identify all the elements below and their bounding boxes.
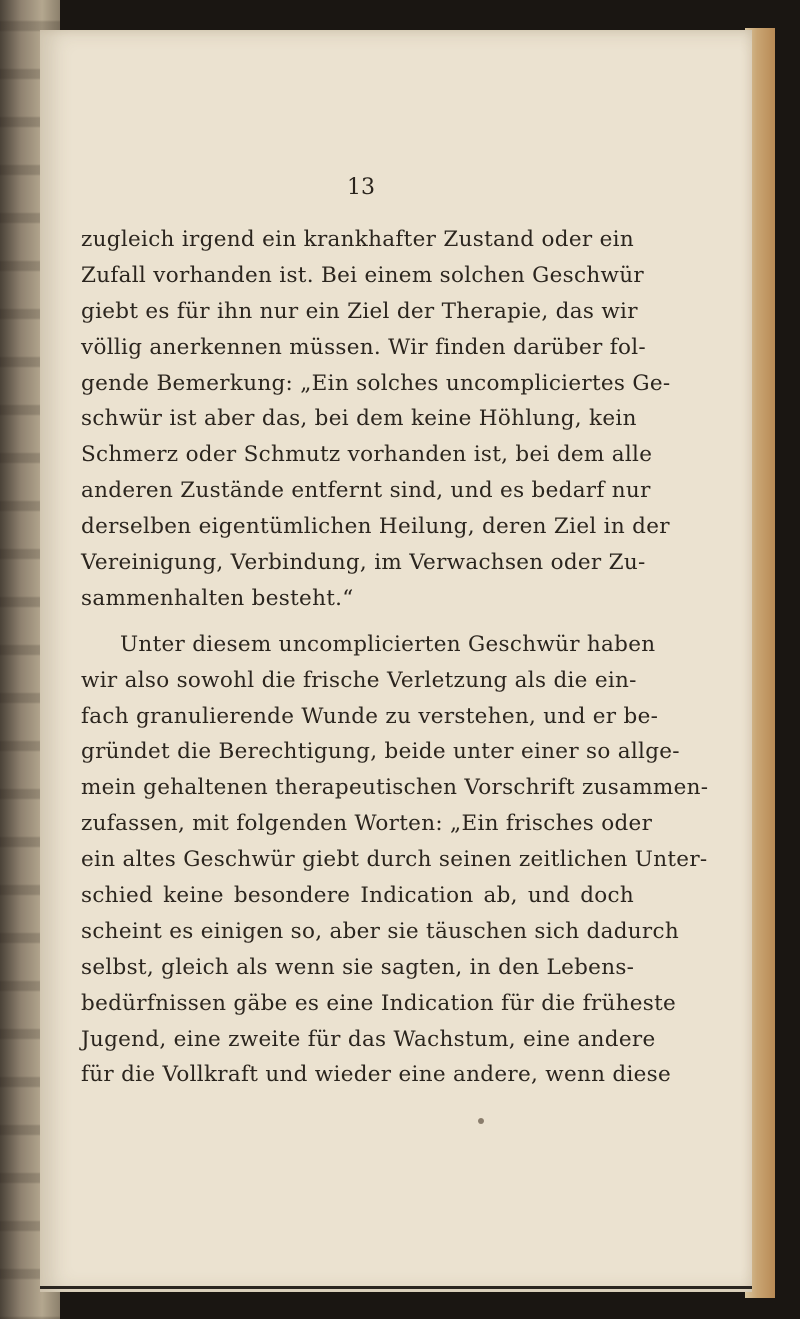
text-line: Zufall vorhanden ist. Bei einem solchen Geschwür bbox=[81, 262, 644, 288]
text-line: anderen Zustände entfernt sind, und es bedarf nur bbox=[81, 478, 651, 504]
text-line: wir also sowohl die frische Verletzung als die ein- bbox=[81, 667, 637, 693]
text-line: gende Bemerkung: „Ein solches uncompliciertes Ge- bbox=[81, 370, 671, 396]
text-line: Schmerz oder Schmutz vorhanden ist, bei dem alle bbox=[81, 442, 653, 468]
text-line: Jugend, eine zweite für das Wachstum, eine andere bbox=[81, 1026, 656, 1052]
text-line: zugleich irgend ein krankhafter Zustand oder ein bbox=[81, 227, 634, 252]
text-line: schied keine besondere Indication ab, und doch bbox=[81, 883, 634, 909]
text-line: gründet die Berechtigung, beide unter einer so allge- bbox=[81, 739, 680, 765]
text-line: Unter diesem uncomplicierten Geschwür haben bbox=[120, 631, 656, 657]
text-line: für die Vollkraft und wieder eine andere, wenn diese bbox=[81, 1062, 672, 1088]
text-line: ein altes Geschwür giebt durch seinen zeitlichen Unter- bbox=[81, 847, 708, 873]
page-number: 13 bbox=[347, 175, 375, 200]
text-line: sammenhalten besteht.“ bbox=[81, 585, 354, 611]
ink-speck bbox=[478, 1118, 484, 1124]
text-line: völlig anerkennen müssen. Wir finden darüber fol- bbox=[81, 334, 646, 360]
paragraph-gap bbox=[81, 617, 634, 627]
text-line: giebt es für ihn nur ein Ziel der Therapie, das wir bbox=[81, 298, 638, 324]
bottom-binding-edge bbox=[40, 1286, 752, 1289]
text-line: selbst, gleich als wenn sie sagten, in den Lebens- bbox=[81, 954, 635, 980]
text-line: bedürfnissen gäbe es eine Indication für die früheste bbox=[81, 990, 677, 1016]
text-line: derselben eigentümlichen Heilung, deren Ziel in der bbox=[81, 514, 670, 540]
text-line: zufassen, mit folgenden Worten: „Ein frisches oder bbox=[81, 811, 653, 837]
text-line: scheint es einigen so, aber sie täuschen sich dadurch bbox=[81, 918, 679, 944]
text-line: fach granulierende Wunde zu verstehen, und er be- bbox=[81, 703, 659, 729]
text-line: schwür ist aber das, bei dem keine Höhlung, kein bbox=[81, 406, 637, 432]
body-text bbox=[81, 222, 709, 1093]
text-line: mein gehaltenen therapeutischen Vorschrift zusammen- bbox=[81, 775, 709, 801]
text-line: Vereinigung, Verbindung, im Verwachsen oder Zu- bbox=[81, 550, 646, 576]
